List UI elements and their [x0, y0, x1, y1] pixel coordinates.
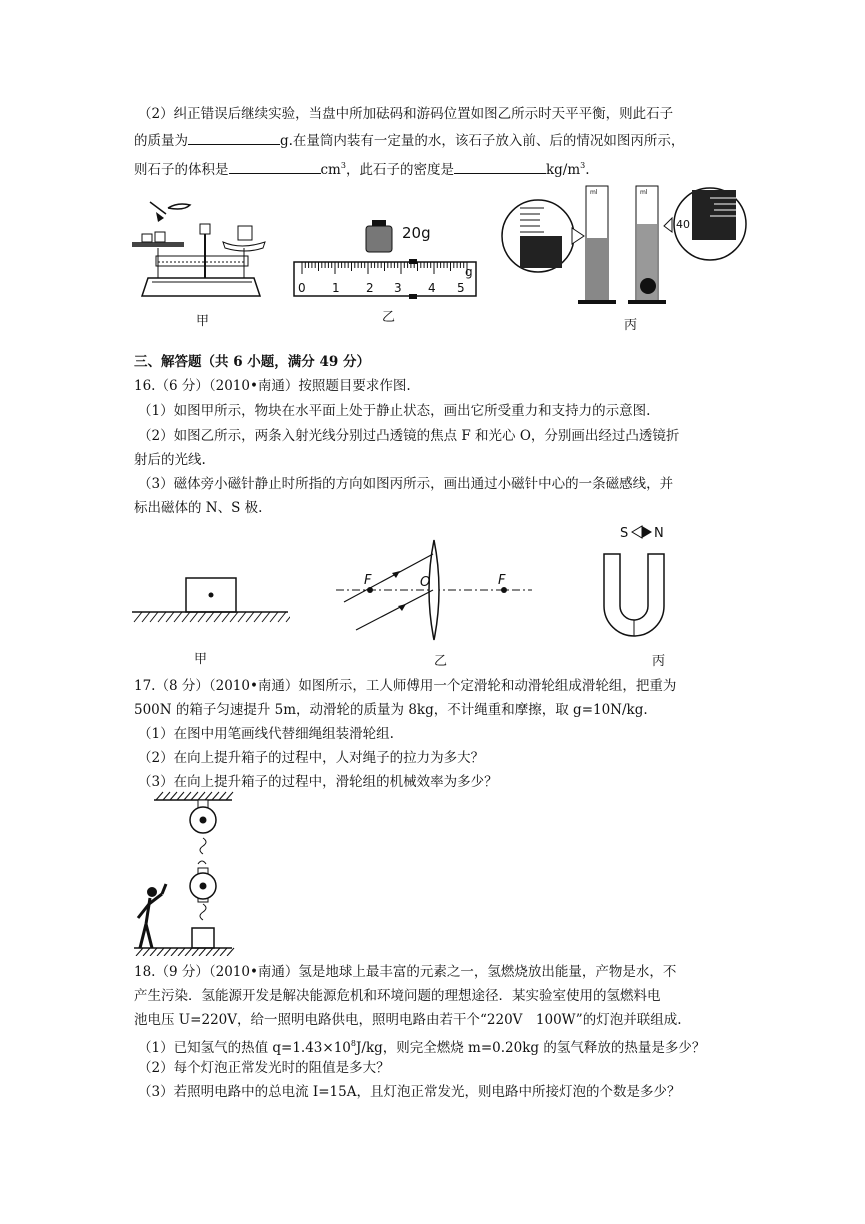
q15-unit-cm: cm: [320, 162, 341, 178]
label-F-right: F: [498, 573, 506, 588]
q18-p1: [138, 1034, 705, 1058]
q15-line1: （2）纠正错误后继续实验，当盘中所加砝码和游码位置如图乙所示时天平平衡，则此石子: [138, 106, 674, 122]
ml-right: ml: [640, 189, 648, 196]
needle-S: S: [620, 526, 629, 541]
needle-N: N: [654, 526, 664, 541]
needle-black: [642, 526, 652, 538]
tick-3: 3: [394, 281, 402, 295]
fig16-cap-bing: 丙: [652, 654, 666, 669]
fig16-cap-jia: 甲: [194, 652, 208, 667]
rider-top: [409, 259, 417, 264]
balance-figure: [128, 196, 273, 302]
q15-line2: [134, 130, 684, 151]
volume-blank[interactable]: [229, 159, 321, 174]
tick-0: 0: [298, 281, 306, 295]
label-O: O: [420, 575, 431, 590]
q15-line2a: 的质量为: [134, 133, 188, 149]
mass-blank[interactable]: [188, 130, 280, 145]
left-reading: 30: [506, 233, 520, 246]
tick-5: 5: [457, 281, 465, 295]
section3-title: 三、解答题（共 6 小题，满分 49 分）: [134, 354, 370, 370]
hook-bottom: [200, 904, 206, 920]
right-reading: 40: [676, 218, 690, 231]
q17-head: 17.（8 分）（2010•南通）如图所示，工人师傅用一个定滑轮和动滑轮组成滑轮组，把重为: [134, 678, 677, 694]
tick-2: 2: [366, 281, 374, 295]
box: [192, 928, 214, 948]
q17-p1: （1）在图中用笔画线代替细绳组装滑轮组.: [138, 726, 394, 742]
weight-20g: [366, 226, 392, 252]
tweezers-icon: [150, 202, 190, 214]
label-F-left: F: [364, 573, 372, 588]
magnet-figure: [592, 522, 682, 642]
q18-p3: （3）若照明电路中的总电流 I=15A，且灯泡正常发光，则电路中所接灯泡的个数是多少？: [138, 1084, 681, 1100]
q18-p1b: J/kg，则完全燃烧 m=0.20kg 的氢气释放的热量是多少？: [355, 1040, 706, 1056]
lens-figure: [334, 538, 534, 642]
q15-sup2: 3: [580, 161, 586, 170]
rider-bottom: [409, 294, 417, 299]
tick-1: 1: [332, 281, 340, 295]
q15-line3: [134, 156, 590, 180]
tick-4: 4: [428, 281, 436, 295]
q18-head: 18.（9 分）（2010•南通）氢是地球上最丰富的元素之一，氢燃烧放出能量，产物是水，不: [134, 964, 677, 980]
fig15-cap-yi: 乙: [382, 310, 396, 325]
scale-figure: [292, 214, 480, 300]
density-blank[interactable]: [454, 159, 546, 174]
scale-unit: g: [465, 265, 473, 279]
needle-white: [632, 526, 642, 538]
q17-head2: 500N 的箱子匀速提升 5m，动滑轮的质量为 8kg，不计绳重和摩擦，取 g=10N/kg.: [134, 702, 648, 718]
q16-head: 16.（6 分）（2010•南通）按照题目要求作图.: [134, 378, 411, 394]
fig15-cap-bing: 丙: [624, 318, 638, 333]
fig15-cap-jia: 甲: [196, 314, 210, 329]
q18-line3: 池电压 U=220V，给一照明电路供电，照明电路由若干个“220V 100W”的灯泡并联组成.: [134, 1012, 682, 1028]
q18-sup: 8: [350, 1039, 356, 1048]
weight-label: 20g: [402, 224, 431, 242]
q16-p2b: 射后的光线.: [134, 452, 206, 468]
q15-line3c: ，此石子的密度是: [345, 162, 454, 178]
left-pan: [132, 242, 184, 247]
ray-through-O: [356, 590, 433, 630]
fig16-cap-yi: 乙: [434, 654, 448, 669]
worker-head: [147, 887, 157, 897]
stone-block: [238, 226, 252, 240]
block-center: [209, 593, 214, 598]
ml-left: ml: [590, 189, 598, 196]
q17-p3: （3）在向上提升箱子的过程中，滑轮组的机械效率为多少？: [138, 774, 498, 790]
q17-p2: （2）在向上提升箱子的过程中，人对绳子的拉力为多大？: [138, 750, 485, 766]
q18-p2: （2）每个灯泡正常发光时的阻值是多大？: [138, 1060, 390, 1076]
q15-line3a: 则石子的体积是: [134, 162, 229, 178]
block-figure: [130, 574, 290, 634]
q15-line2b: g.在量筒内装有一定量的水，该石子放入前、后的情况如图丙所示，: [280, 133, 685, 149]
q15-unit-kg: kg/m: [545, 162, 581, 178]
q15-sup1: 3: [340, 161, 346, 170]
q15-period: .: [585, 162, 590, 178]
q16-p3a: （3）磁体旁小磁针静止时所指的方向如图丙所示，画出通过小磁针中心的一条磁感线，并: [138, 476, 674, 492]
q16-p2a: （2）如图乙所示，两条入射光线分别过凸透镜的焦点 F 和光心 O，分别画出经过凸透镜折: [138, 428, 680, 444]
q16-p1: （1）如图甲所示，物块在水平面上处于静止状态，画出它所受重力和支持力的示意图.: [138, 403, 651, 419]
balance-base: [142, 278, 260, 296]
q18-line2: 产生污染．氢能源开发是解决能源危机和环境问题的理想途径．某实验室使用的氢燃料电: [134, 988, 661, 1004]
stone-in-cylinder: [640, 278, 656, 294]
cylinder-figure: [500, 178, 752, 310]
q16-p3b: 标出磁体的 N、S 极.: [134, 500, 263, 516]
q18-p1a: （1）已知氢气的热值 q=1.43×10: [138, 1040, 351, 1056]
pulley-figure: [132, 790, 242, 956]
hook-top: [200, 838, 206, 854]
